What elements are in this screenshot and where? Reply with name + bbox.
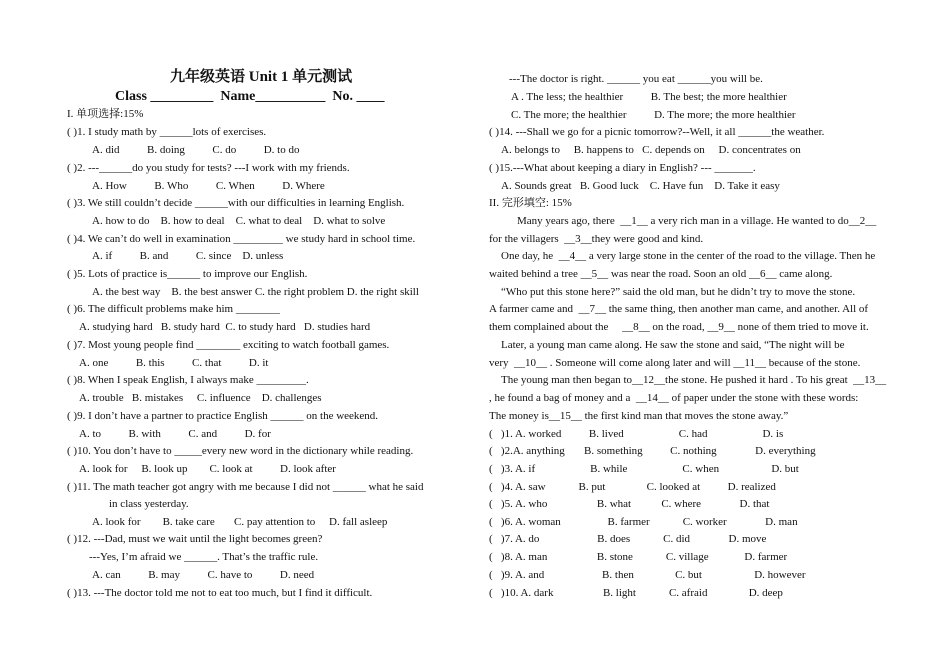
question-11-continued: in class yesterday.: [109, 498, 189, 510]
cloze-options-4: ( )4. A. saw B. put C. looked at D. realized: [489, 481, 776, 493]
options-12: A. can B. may C. have to D. need: [92, 569, 315, 581]
passage-line: The money is__15__ the first kind man that moves the stone away.”: [489, 410, 789, 422]
options-15: A. Sounds great B. Good luck C. Have fun D. Take it easy: [501, 180, 780, 192]
student-info-line: Class _________ Name__________ No. ____: [115, 89, 385, 104]
question-12: ( )12. ---Dad, must we wait until the light becomes green?: [67, 533, 323, 545]
passage-line: , he found a bag of money and a __14__ of paper under the stone with these words:: [489, 392, 859, 404]
cloze-options-8: ( )8. A. man B. stone C. village D. farmer: [489, 551, 788, 563]
options-7: A. one B. this C. that D. it: [79, 357, 269, 369]
section-heading-cloze: II. 完形填空: 15%: [489, 197, 572, 209]
options-10: A. look for B. look up C. look at D. look after: [79, 463, 336, 475]
question-3: ( )3. We still couldn’t decide ______with our difficulties in learning English.: [67, 197, 405, 209]
question-14: ( )14. ---Shall we go for a picnic tomorrow?--Well, it all ______the weather.: [489, 126, 825, 138]
options-13-line-2: C. The more; the healthier D. The more; the more healthier: [511, 109, 796, 121]
cloze-options-5: ( )5. A. who B. what C. where D. that: [489, 498, 770, 510]
passage-line: “Who put this stone here?” said the old man, but he didn’t try to move the stone.: [501, 286, 856, 298]
options-5: A. the best way B. the best answer C. the right problem D. the right skill: [92, 286, 419, 298]
question-9: ( )9. I don’t have a partner to practice English ______ on the weekend.: [67, 410, 379, 422]
cloze-options-1: ( )1. A. worked B. lived C. had D. is: [489, 428, 784, 440]
question-7: ( )7. Most young people find ________ exciting to watch football games.: [67, 339, 390, 351]
passage-line: One day, he __4__ a very large stone in the center of the road to the village. Then he: [501, 250, 876, 262]
cloze-options-6: ( )6. A. woman B. farmer C. worker D. man: [489, 516, 798, 528]
options-13-line-1: A . The less; the healthier B. The best; the more healthier: [511, 91, 787, 103]
passage-line: them complained about the __8__ on the road, __9__ none of them tried to move it.: [489, 321, 869, 333]
cloze-options-3: ( )3. A. if B. while C. when D. but: [489, 463, 799, 475]
cloze-options-9: ( )9. A. and B. then C. but D. however: [489, 569, 806, 581]
section-heading: I. 单项选择:15%: [67, 108, 144, 120]
passage-line: very __10__ . Someone will come along later and will __11__ because of the stone.: [489, 357, 861, 369]
options-2: A. How B. Who C. When D. Where: [92, 180, 325, 192]
question-1: ( )1. I study math by ______lots of exercises.: [67, 126, 267, 138]
options-14: A. belongs to B. happens to C. depends on D. concentrates on: [501, 144, 801, 156]
question-4: ( )4. We can’t do well in examination _________ we study hard in school time.: [67, 233, 416, 245]
question-13-reply: ---The doctor is right. ______ you eat ______you will be.: [509, 73, 763, 85]
options-9: A. to B. with C. and D. for: [79, 428, 271, 440]
cloze-options-2: ( )2.A. anything B. something C. nothing D. everything: [489, 445, 816, 457]
question-11: ( )11. The math teacher got angry with me because I did not ______ what he said: [67, 481, 424, 493]
options-8: A. trouble B. mistakes C. influence D. challenges: [79, 392, 322, 404]
options-4: A. if B. and C. since D. unless: [92, 250, 284, 262]
question-13: ( )13. ---The doctor told me not to eat too much, but I find it difficult.: [67, 587, 373, 599]
cloze-options-10: ( )10. A. dark B. light C. afraid D. deep: [489, 587, 783, 599]
passage-line: Later, a young man came along. He saw the stone and said, “The night will be: [501, 339, 845, 351]
passage-line: A farmer came and __7__ the same thing, then another man came, and another. All of: [489, 303, 869, 315]
question-2: ( )2. ---______do you study for tests? ---I work with my friends.: [67, 162, 350, 174]
options-6: A. studying hard B. study hard C. to study hard D. studies hard: [79, 321, 371, 333]
question-5: ( )5. Lots of practice is______ to improve our English.: [67, 268, 308, 280]
question-10: ( )10. You don’t have to _____every new word in the dictionary while reading.: [67, 445, 414, 457]
question-6: ( )6. The difficult problems make him ________: [67, 303, 280, 315]
passage-line: for the villagers __3__they were good and kind.: [489, 233, 704, 245]
question-8: ( )8. When I speak English, I always make _________.: [67, 374, 309, 386]
passage-line: waited behind a tree __5__ was near the road. Soon an old __6__ came along.: [489, 268, 833, 280]
passage-line: The young man then began to__12__the stone. He pushed it hard . To his great __13__: [501, 374, 887, 386]
question-15: ( )15.---What about keeping a diary in English? --- _______.: [489, 162, 756, 174]
cloze-options-7: ( )7. A. do B. does C. did D. move: [489, 533, 767, 545]
passage-line: Many years ago, there __1__ a very rich man in a village. He wanted to do__2__: [517, 215, 877, 227]
page-title: 九年级英语 Unit 1 单元测试: [170, 69, 353, 85]
question-12-reply: ---Yes, I’m afraid we ______. That’s the traffic rule.: [89, 551, 319, 563]
options-11: A. look for B. take care C. pay attention to D. fall asleep: [92, 516, 388, 528]
options-3: A. how to do B. how to deal C. what to deal D. what to solve: [92, 215, 386, 227]
options-1: A. did B. doing C. do D. to do: [92, 144, 300, 156]
